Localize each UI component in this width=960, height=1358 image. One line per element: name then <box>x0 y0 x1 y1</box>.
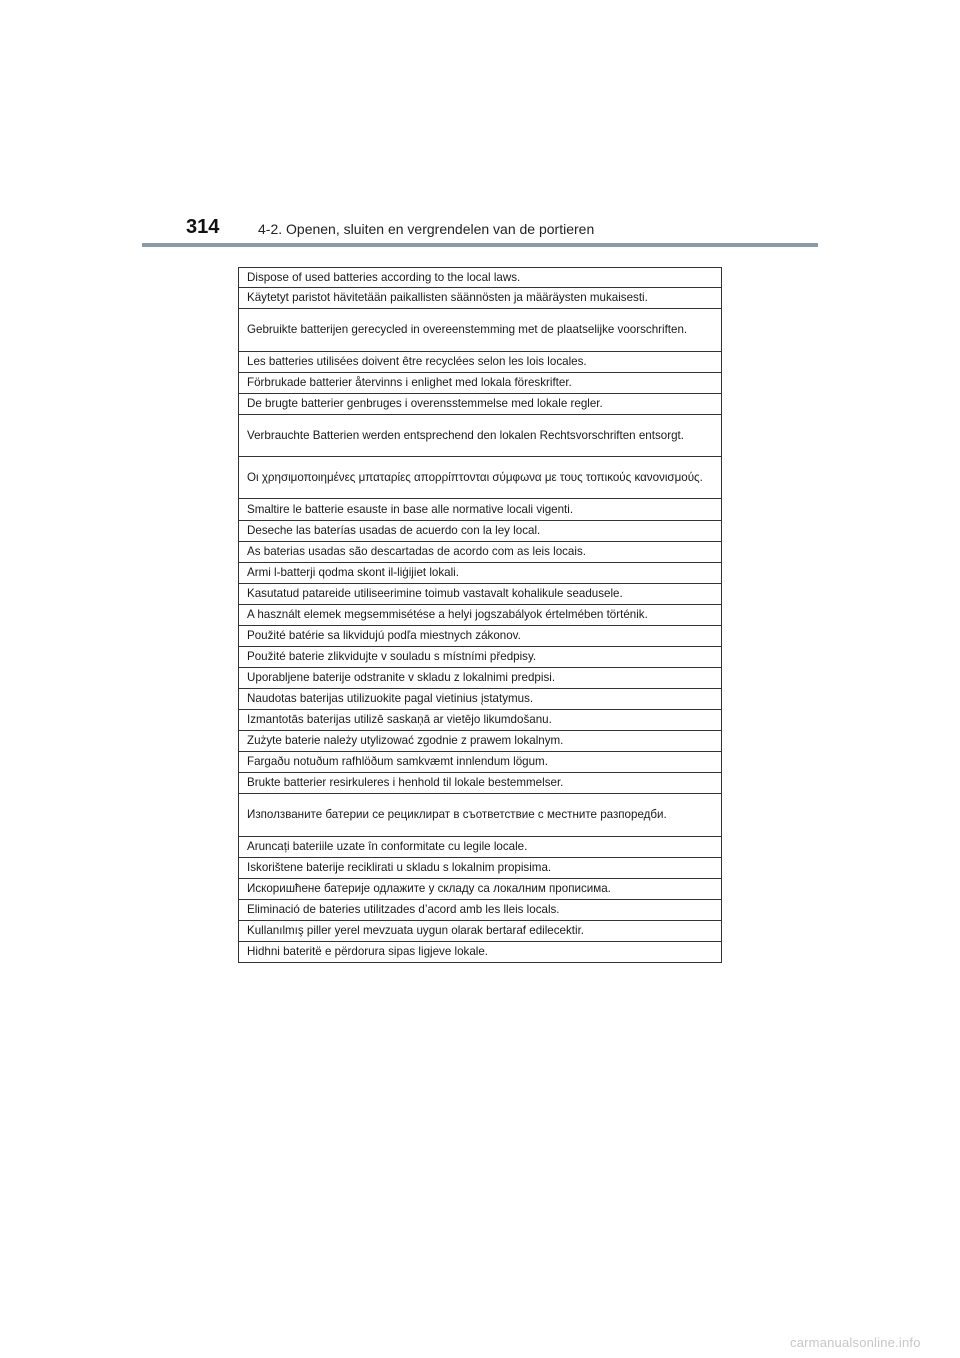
section-title: 4-2. Openen, sluiten en vergrendelen van de portieren <box>258 221 595 237</box>
table-row <box>239 563 721 584</box>
row-text: Použité baterie zlikvidujte v souladu s místními předpisy. <box>247 650 537 663</box>
row-text: Naudotas baterijas utilizuokite pagal vietinius įstatymus. <box>247 692 534 705</box>
row-text: Deseche las baterías usadas de acuerdo con la ley local. <box>247 524 541 537</box>
table-row <box>239 668 721 689</box>
row-text: De brugte batterier genbruges i overensstemmelse med lokale regler. <box>247 397 603 410</box>
row-text: Dispose of used batteries according to the local laws. <box>247 270 521 284</box>
table-row <box>239 415 721 457</box>
row-text: Aruncați bateriile uzate în conformitate cu legile locale. <box>247 840 528 853</box>
row-text: Verbrauchte Batterien werden entsprechend den lokalen Rechtsvorschriften entsorgt. <box>247 428 684 442</box>
table-row <box>239 499 721 521</box>
row-text: Kasutatud patareide utiliseerimine toimub vastavalt kohalikule seadusele. <box>247 587 623 600</box>
table-row <box>239 268 721 288</box>
table-row <box>239 394 721 415</box>
table-row <box>239 752 721 773</box>
table-row <box>239 352 721 373</box>
row-text: Fargaðu notuðum rafhlöðum samkvæmt innlendum lögum. <box>247 755 548 768</box>
table-row <box>239 647 721 668</box>
table-row <box>239 942 721 963</box>
table-row <box>239 921 721 942</box>
page-number: 314 <box>186 216 220 238</box>
table-row <box>239 373 721 394</box>
row-text: Gebruikte batterijen gerecycled in overeenstemming met de plaatselijke voorschriften. <box>247 323 688 336</box>
table-row <box>239 879 721 900</box>
table-row <box>239 457 721 499</box>
row-text: As baterias usadas são descartadas de acordo com as leis locais. <box>247 545 586 558</box>
table-row <box>239 794 721 837</box>
table-row <box>239 605 721 626</box>
row-text: Förbrukade batterier återvinns i enlighet med lokala föreskrifter. <box>247 376 572 389</box>
table-row <box>239 710 721 731</box>
row-text: Käytetyt paristot hävitetään paikallisten säännösten ja määräysten mukaisesti. <box>247 291 648 304</box>
battery-disposal-table <box>238 267 722 963</box>
table-row <box>239 288 721 309</box>
table-row <box>239 900 721 921</box>
row-text: Искоришћене батерије одлажите у складу са локалним прописима. <box>247 882 611 895</box>
row-text: Iskorištene baterije reciklirati u skladu s lokalnim propisima. <box>247 861 552 874</box>
row-text: Použité batérie sa likvidujú podľa miestnych zákonov. <box>247 629 521 642</box>
row-text: Zużyte baterie należy utylizować zgodnie z prawem lokalnym. <box>247 734 564 747</box>
row-text: Smaltire le batterie esauste in base alle normative locali vigenti. <box>247 502 574 516</box>
row-text: Eliminació de bateries utilitzades d’acord amb les lleis locals. <box>247 903 560 916</box>
watermark: carmanualsonline.info <box>790 1335 921 1350</box>
row-text: Izmantotās baterijas utilizē saskaņā ar vietējo likumdošanu. <box>247 713 552 726</box>
row-text: Les batteries utilisées doivent être recyclées selon les lois locales. <box>247 355 587 368</box>
row-text: Hidhni bateritë e përdorura sipas ligjeve lokale. <box>247 945 489 958</box>
table-row <box>239 731 721 752</box>
table-row <box>239 689 721 710</box>
table-row <box>239 521 721 542</box>
row-text: Οι χρησιμοποιημένες μπαταρίες απορρίπτονται σύμφωνα με τους τοπικούς κανονισμούς. <box>247 470 703 484</box>
row-text: Използваните батерии се рециклират в съответствие с местните разпоредби. <box>247 808 667 821</box>
table-row <box>239 773 721 794</box>
header-rule <box>142 243 818 247</box>
row-text: Armi l-batterji qodma skont il-liġijiet lokali. <box>247 566 459 579</box>
table-row <box>239 837 721 858</box>
row-text: Brukte batterier resirkuleres i henhold til lokale bestemmelser. <box>247 776 564 789</box>
table-row <box>239 626 721 647</box>
table-row <box>239 309 721 352</box>
row-text: Kullanılmış piller yerel mevzuata uygun olarak bertaraf edilecektir. <box>247 924 585 937</box>
table-row <box>239 584 721 605</box>
table-row <box>239 542 721 563</box>
table-row <box>239 858 721 879</box>
row-text: Uporabljene baterije odstranite v skladu z lokalnimi predpisi. <box>247 671 556 684</box>
row-text: A használt elemek megsemmisétése a helyi jogszabályok értelmében történik. <box>247 608 648 621</box>
